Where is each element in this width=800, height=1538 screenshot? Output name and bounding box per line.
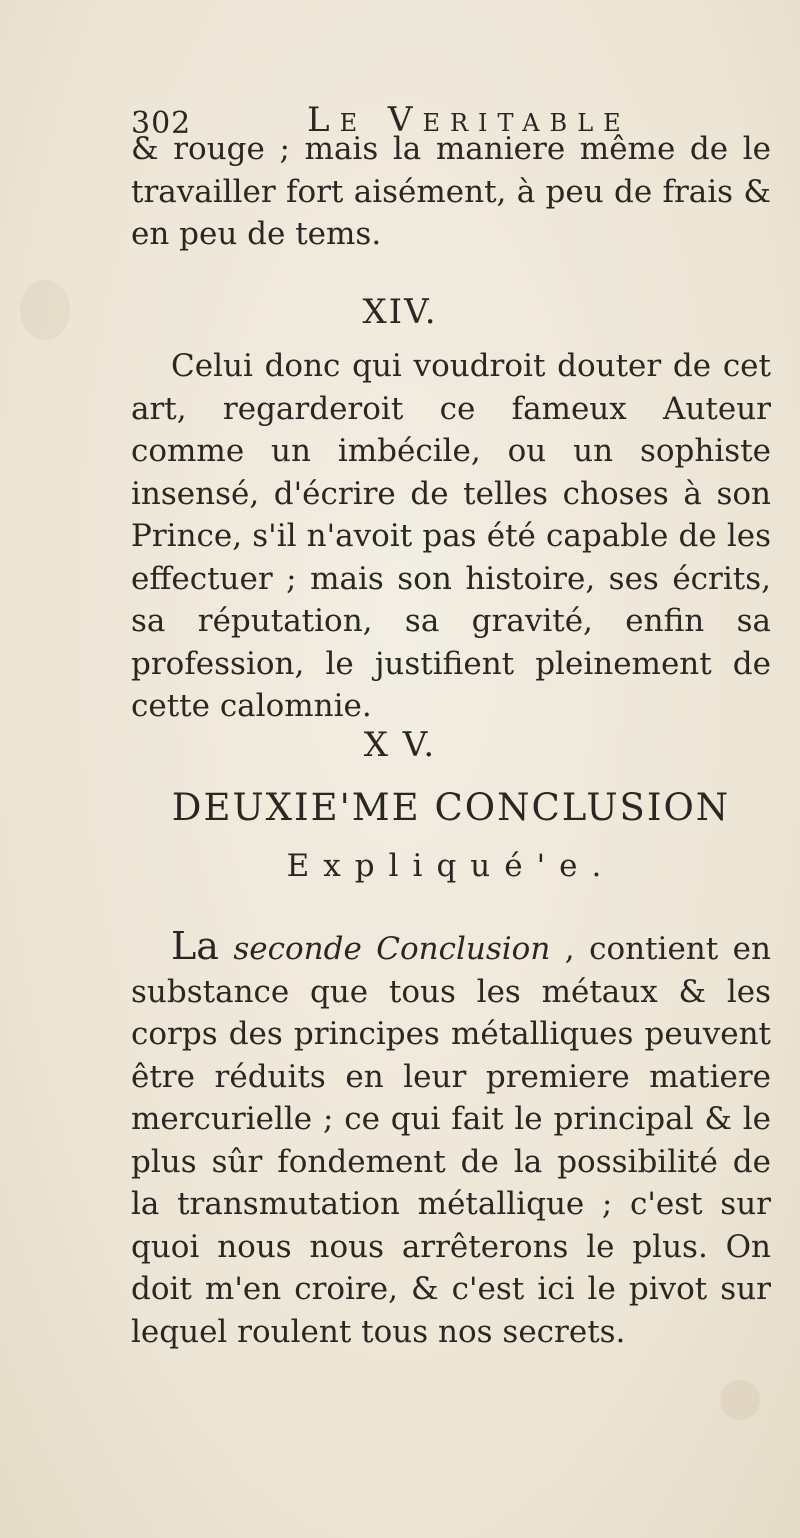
section-number-15: X V.	[363, 725, 437, 765]
paragraph-text: , contient en substance que tous les métaux & les corps des principes métalliques peuvent être réduits en leur premiere matiere mercurielle ; ce qui fait le principal & le plus sûr fondement de la possibilité de la transmutation métallique ; c'est sur quoi nous nous arrêterons le plus. On doit m'en croire, & c'est ici le pivot sur lequel roulent tous nos secrets.	[131, 931, 771, 1350]
page-number: 302	[131, 106, 192, 141]
paper-stain	[720, 1380, 760, 1420]
paragraph-section-15	[131, 925, 771, 1353]
section-number-14: XIV.	[362, 292, 438, 332]
paragraph-section-14: Celui donc qui voudroit douter de cet art, regarderoit ce fameux Auteur comme un imbécile, ou un sophiste insensé, d'écrire de telles choses à son Prince, s'il n'avoit pas été capable de les effectuer ; mais son histoire, ses écrits, sa réputation, sa gravité, enfin sa profession, le justifient pleinement de cette calomnie.	[131, 348, 771, 724]
italic-phrase: seconde Conclusion	[233, 931, 551, 967]
paragraph-continued: & rouge ; mais la maniere même de le travailler fort aisément, à peu de frais & en peu de tems.	[131, 131, 771, 252]
lead-word: La	[171, 924, 219, 968]
conclusion-subtitle: Expliqué'e.	[286, 848, 616, 884]
conclusion-title: DEUXIE'ME CONCLUSION	[171, 786, 731, 829]
running-title: Le Veritable	[307, 100, 631, 140]
